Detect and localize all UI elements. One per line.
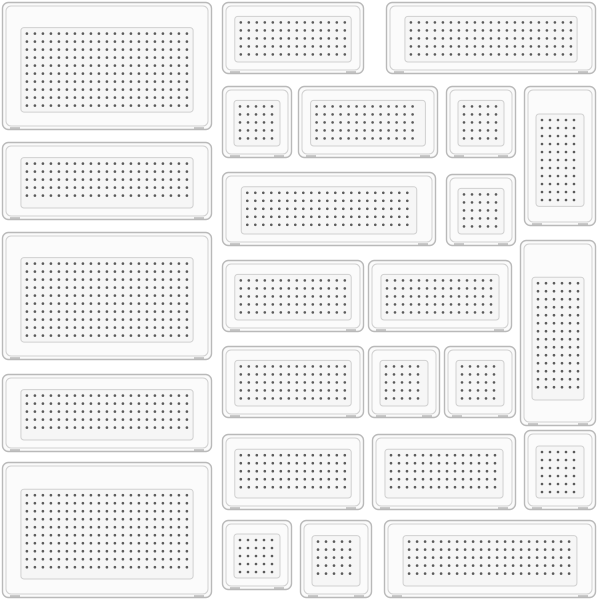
tray-floor	[536, 446, 584, 498]
tray-floor	[235, 274, 351, 320]
organizer-tray-7	[387, 3, 596, 74]
organizer-tray-9	[299, 87, 438, 158]
organizer-tray-8	[223, 87, 292, 158]
organizer-tray-12	[223, 173, 436, 246]
tray-floor	[311, 100, 426, 146]
organizer-tray-22	[525, 431, 596, 510]
organizer-tray-1	[3, 3, 212, 130]
organizer-tray-17	[223, 347, 364, 418]
tray-floor	[21, 158, 193, 208]
organizer-tray-6	[223, 3, 364, 74]
tray-floor	[381, 274, 499, 320]
tray-floor	[21, 390, 193, 440]
organizer-tray-3	[3, 233, 212, 360]
organizer-tray-5	[3, 463, 212, 598]
organizer-tray-16	[521, 241, 596, 426]
organizer-tray-4	[3, 375, 212, 452]
organizer-tray-20	[223, 435, 364, 510]
organizer-tray-19	[445, 347, 516, 418]
tray-floor	[21, 258, 193, 342]
tray-floor	[403, 536, 577, 586]
organizer-tray-11	[525, 87, 596, 226]
organizer-tray-10	[447, 87, 516, 158]
organizer-tray-13	[447, 175, 516, 246]
tray-floor	[241, 187, 416, 234]
tray-floor	[380, 360, 428, 406]
tray-floor	[385, 449, 503, 498]
organizer-tray-23	[223, 521, 292, 590]
organizer-tray-24	[301, 521, 372, 598]
organizer-tray-25	[385, 521, 596, 598]
tray-floor	[235, 449, 351, 498]
organizer-tray-2	[3, 143, 212, 220]
organizer-tray-18	[369, 347, 440, 418]
tray-floor	[21, 28, 193, 112]
tray-floor	[532, 277, 584, 400]
organizer-tray-14	[223, 261, 364, 332]
tray-floor	[312, 536, 360, 586]
tray-floor	[456, 360, 504, 406]
tray-floor	[235, 360, 351, 406]
organizer-tray-15	[369, 261, 512, 332]
organizer-tray-21	[373, 435, 516, 510]
tray-floor	[235, 16, 351, 62]
